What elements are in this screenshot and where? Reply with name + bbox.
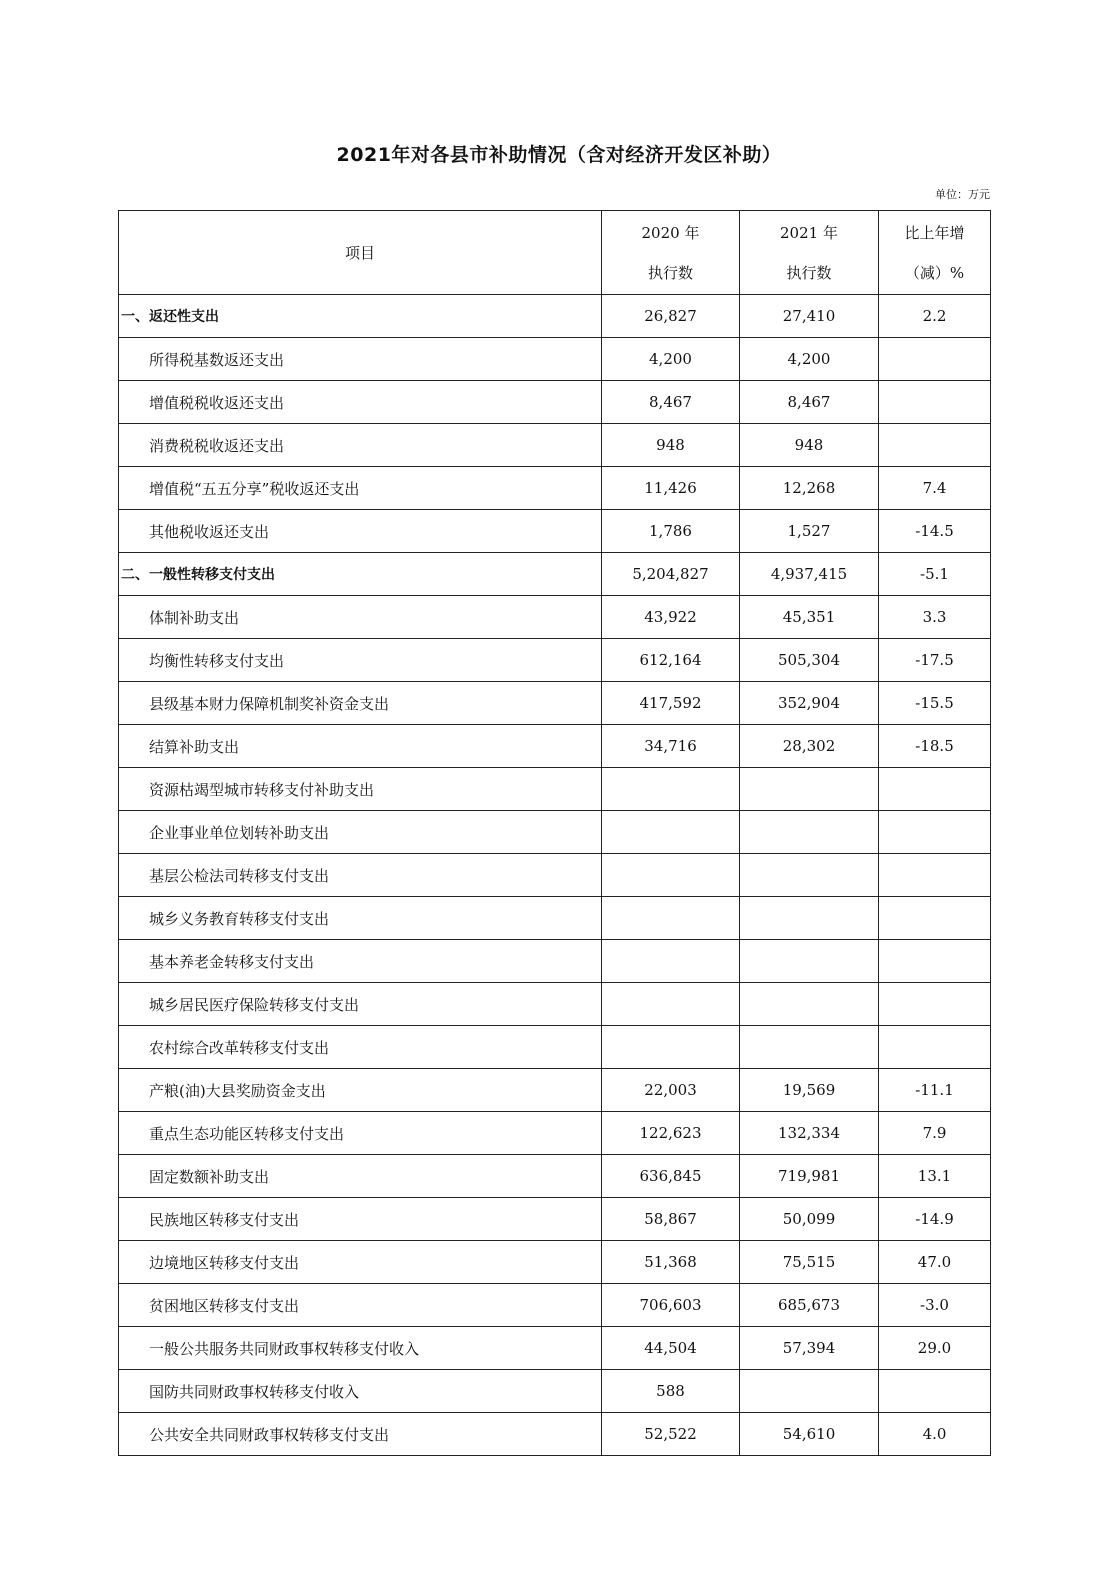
value-2021: 12,268 — [740, 467, 879, 510]
value-2021 — [740, 1026, 879, 1069]
unit-label: 单位：万元 — [935, 188, 990, 201]
change-percent: -17.5 — [879, 639, 991, 682]
table-body — [119, 295, 991, 1456]
table-row — [119, 639, 991, 682]
table-row — [119, 1370, 991, 1413]
change-percent: 13.1 — [879, 1155, 991, 1198]
value-2021: 45,351 — [740, 596, 879, 639]
value-2020: 706,603 — [602, 1284, 740, 1327]
header-2021-year: 2021 年 — [780, 223, 838, 242]
value-2021: 50,099 — [740, 1198, 879, 1241]
table-row — [119, 381, 991, 424]
row-label: 均衡性转移支付支出 — [119, 639, 602, 682]
value-2021: 19,569 — [740, 1069, 879, 1112]
change-percent — [879, 983, 991, 1026]
table-row — [119, 983, 991, 1026]
table-row — [119, 295, 991, 338]
value-2020: 612,164 — [602, 639, 740, 682]
value-2020: 948 — [602, 424, 740, 467]
value-2020: 1,786 — [602, 510, 740, 553]
table-row — [119, 1284, 991, 1327]
change-percent: 3.3 — [879, 596, 991, 639]
value-2020 — [602, 854, 740, 897]
value-2020 — [602, 897, 740, 940]
change-percent — [879, 424, 991, 467]
row-label: 基层公检法司转移支付支出 — [119, 854, 602, 897]
table-row — [119, 338, 991, 381]
table-row — [119, 854, 991, 897]
value-2021: 54,610 — [740, 1413, 879, 1456]
table-row — [119, 1327, 991, 1370]
row-label: 增值税“五五分享”税收返还支出 — [119, 467, 602, 510]
table-header — [119, 211, 991, 295]
value-2020: 11,426 — [602, 467, 740, 510]
row-label: 结算补助支出 — [119, 725, 602, 768]
change-percent — [879, 811, 991, 854]
row-label: 增值税税收返还支出 — [119, 381, 602, 424]
change-percent: -18.5 — [879, 725, 991, 768]
header-2020-type: 执行数 — [647, 263, 693, 282]
value-2021 — [740, 854, 879, 897]
table-row — [119, 424, 991, 467]
change-percent: -5.1 — [879, 553, 991, 596]
row-label: 基本养老金转移支付支出 — [119, 940, 602, 983]
value-2021: 505,304 — [740, 639, 879, 682]
header-change-line1: 比上年增 — [904, 223, 965, 242]
change-percent: -3.0 — [879, 1284, 991, 1327]
row-label: 一般公共服务共同财政事权转移支付收入 — [119, 1327, 602, 1370]
value-2021: 685,673 — [740, 1284, 879, 1327]
change-percent: 7.9 — [879, 1112, 991, 1155]
table-row — [119, 596, 991, 639]
header-2020-year: 2020 年 — [641, 223, 700, 242]
change-percent — [879, 338, 991, 381]
value-2021: 1,527 — [740, 510, 879, 553]
table-row — [119, 1198, 991, 1241]
row-label: 企业事业单位划转补助支出 — [119, 811, 602, 854]
table-row — [119, 940, 991, 983]
table-row — [119, 1069, 991, 1112]
header-change-line2: （减）% — [904, 263, 965, 282]
row-label: 产粮(油)大县奖励资金支出 — [119, 1069, 602, 1112]
change-percent: -14.9 — [879, 1198, 991, 1241]
value-2021: 948 — [740, 424, 879, 467]
change-percent — [879, 940, 991, 983]
value-2021: 132,334 — [740, 1112, 879, 1155]
table-row — [119, 1241, 991, 1284]
header-2021 — [740, 211, 879, 295]
change-percent: 7.4 — [879, 467, 991, 510]
value-2020: 43,922 — [602, 596, 740, 639]
value-2020 — [602, 768, 740, 811]
change-percent — [879, 381, 991, 424]
row-label: 其他税收返还支出 — [119, 510, 602, 553]
value-2021 — [740, 811, 879, 854]
value-2020: 5,204,827 — [602, 553, 740, 596]
subsidy-table — [118, 210, 991, 1456]
change-percent: 4.0 — [879, 1413, 991, 1456]
value-2021 — [740, 768, 879, 811]
value-2020: 44,504 — [602, 1327, 740, 1370]
header-change — [879, 211, 991, 295]
table-row — [119, 553, 991, 596]
row-label: 二、一般性转移支付支出 — [119, 553, 602, 596]
change-percent — [879, 768, 991, 811]
row-label: 县级基本财力保障机制奖补资金支出 — [119, 682, 602, 725]
table-row — [119, 510, 991, 553]
value-2021: 28,302 — [740, 725, 879, 768]
value-2021: 8,467 — [740, 381, 879, 424]
table-row — [119, 811, 991, 854]
row-label: 城乡居民医疗保险转移支付支出 — [119, 983, 602, 1026]
change-percent: 29.0 — [879, 1327, 991, 1370]
row-label: 资源枯竭型城市转移支付补助支出 — [119, 768, 602, 811]
row-label: 一、返还性支出 — [119, 295, 602, 338]
row-label: 体制补助支出 — [119, 596, 602, 639]
row-label: 民族地区转移支付支出 — [119, 1198, 602, 1241]
value-2021: 75,515 — [740, 1241, 879, 1284]
table-row — [119, 725, 991, 768]
value-2021: 4,937,415 — [740, 553, 879, 596]
value-2020: 58,867 — [602, 1198, 740, 1241]
row-label: 消费税税收返还支出 — [119, 424, 602, 467]
row-label: 贫困地区转移支付支出 — [119, 1284, 602, 1327]
value-2020: 51,368 — [602, 1241, 740, 1284]
value-2020: 8,467 — [602, 381, 740, 424]
value-2021: 352,904 — [740, 682, 879, 725]
value-2021 — [740, 1370, 879, 1413]
change-percent — [879, 1370, 991, 1413]
value-2020 — [602, 1026, 740, 1069]
header-2020 — [602, 211, 740, 295]
change-percent: -14.5 — [879, 510, 991, 553]
table-row — [119, 467, 991, 510]
value-2020: 26,827 — [602, 295, 740, 338]
value-2020: 122,623 — [602, 1112, 740, 1155]
row-label: 城乡义务教育转移支付支出 — [119, 897, 602, 940]
change-percent — [879, 1026, 991, 1069]
row-label: 公共安全共同财政事权转移支付支出 — [119, 1413, 602, 1456]
row-label: 所得税基数返还支出 — [119, 338, 602, 381]
row-label: 农村综合改革转移支付支出 — [119, 1026, 602, 1069]
row-label: 国防共同财政事权转移支付收入 — [119, 1370, 602, 1413]
value-2021: 4,200 — [740, 338, 879, 381]
table-row — [119, 897, 991, 940]
value-2021 — [740, 983, 879, 1026]
value-2021: 57,394 — [740, 1327, 879, 1370]
row-label: 固定数额补助支出 — [119, 1155, 602, 1198]
value-2020 — [602, 940, 740, 983]
value-2020: 52,522 — [602, 1413, 740, 1456]
value-2020 — [602, 811, 740, 854]
row-label: 边境地区转移支付支出 — [119, 1241, 602, 1284]
page-title: 2021年对各县市补助情况（含对经济开发区补助） — [336, 144, 782, 166]
value-2020: 4,200 — [602, 338, 740, 381]
header-item: 项目 — [119, 211, 602, 295]
value-2021 — [740, 940, 879, 983]
value-2021 — [740, 897, 879, 940]
value-2020 — [602, 983, 740, 1026]
change-percent — [879, 854, 991, 897]
table-row — [119, 1413, 991, 1456]
table-row — [119, 1155, 991, 1198]
change-percent: 2.2 — [879, 295, 991, 338]
change-percent: -15.5 — [879, 682, 991, 725]
value-2020: 417,592 — [602, 682, 740, 725]
row-label: 重点生态功能区转移支付支出 — [119, 1112, 602, 1155]
change-percent — [879, 897, 991, 940]
value-2020: 22,003 — [602, 1069, 740, 1112]
header-2021-type: 执行数 — [786, 263, 832, 282]
table-row — [119, 682, 991, 725]
change-percent: 47.0 — [879, 1241, 991, 1284]
change-percent: -11.1 — [879, 1069, 991, 1112]
value-2021: 719,981 — [740, 1155, 879, 1198]
value-2020: 588 — [602, 1370, 740, 1413]
value-2020: 34,716 — [602, 725, 740, 768]
value-2020: 636,845 — [602, 1155, 740, 1198]
table-row — [119, 768, 991, 811]
value-2021: 27,410 — [740, 295, 879, 338]
table-row — [119, 1026, 991, 1069]
table-row — [119, 1112, 991, 1155]
